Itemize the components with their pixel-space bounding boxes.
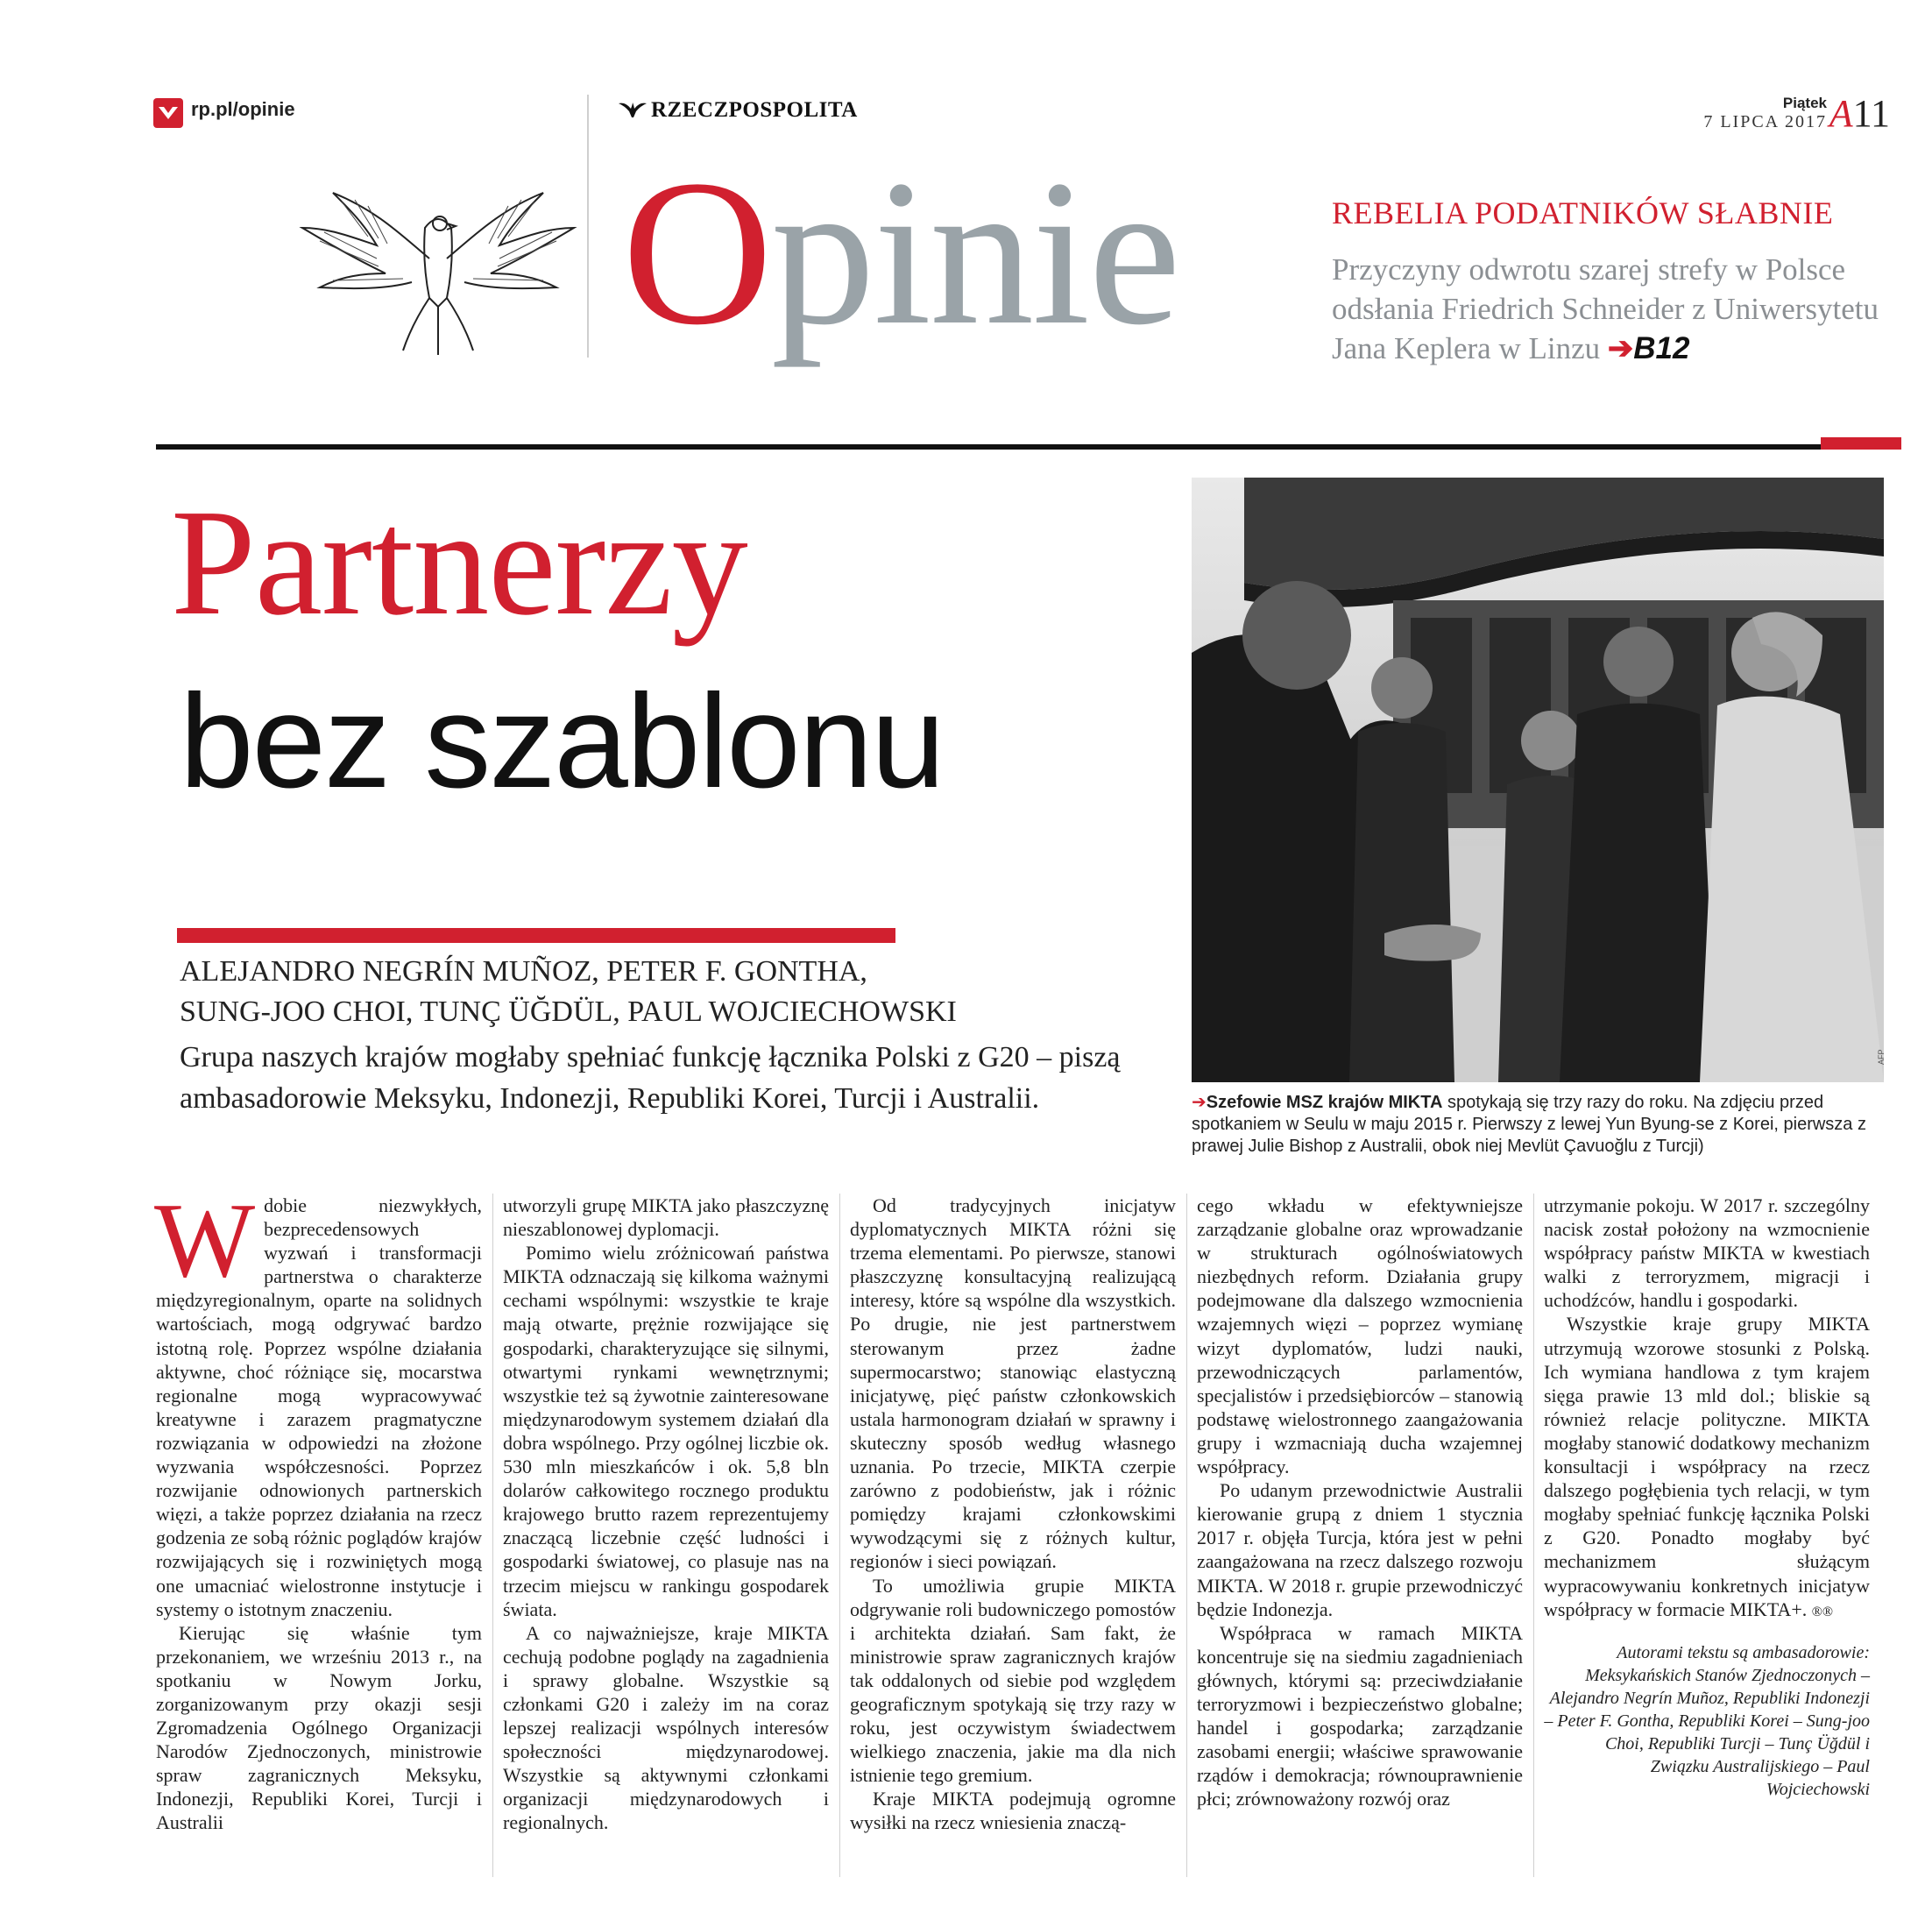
section-rule-accent <box>1821 437 1901 450</box>
column-3-paragraph-3: Kraje MIKTA podejmują ogromne wysiłki na rzecz wniesienia znaczą- <box>850 1788 1176 1834</box>
page-number <box>1829 91 1890 136</box>
teaser-body-text: Przyczyny odwrotu szarej strefy w Polsce odsłania Friedrich Schneider z Uniwersytetu Jana Keplera w Linzu <box>1332 252 1879 365</box>
teaser-headline[interactable]: REBELIA PODATNIKÓW SŁABNIE <box>1332 195 1834 230</box>
column-4-paragraph-2: Po udanym przewodnictwie Australii kierowanie grupą z dniem 1 stycznia 2017 r. objęła Turcja, która jest w pełni zaangażowana na rzecz dalszego rozwoju MIKTA. W 2018 r. grupie przewodniczyć będzie Indonezja. <box>1197 1479 1523 1620</box>
article-authors <box>180 952 1143 1032</box>
issue-day: Piątek <box>1782 95 1827 111</box>
caption-bold: Szefowie MSZ krajów MIKTA <box>1206 1093 1443 1112</box>
section-title <box>622 138 1179 368</box>
logo-badge-icon[interactable] <box>153 98 183 128</box>
teaser-text[interactable] <box>1332 250 1893 368</box>
issue-date-full: 7 LIPCA 2017 <box>1703 112 1827 131</box>
column-3-paragraph-2: To umożliwia grupie MIKTA odgrywanie roli budowniczego pomostów i architekta działań. Sam fakt, że ministrowie spraw zagranicznych krajów tak oddalonych od siebie pod względem geograficznym spotykają się trzy razy w roku, jest oczywistym świadectwem wielkiego znaczenia, jakie ma dla nich istnienie tego gremium. <box>850 1574 1176 1787</box>
page-digits: 11 <box>1852 92 1890 135</box>
column-5-paragraph-2-text: Wszystkie kraje grupy MIKTA utrzymują wzorowe stosunki z Polską. Ich wymiana handlowa z tym krajem sięga prawie 13 mld dol.; bliskie są również relacje polityczne. MIKTA mogłaby stanowić dodatkowy mechanizm konsultacji i współpracy na rzecz dalszego pogłębienia tych relacji, w tym mogłaby spełniać funkcję łącznika Polski z G20. Ponadto mogłaby być mechanizmem służącym wypracowywaniu konkretnych inicjatyw współpracy w formacie MIKTA+. <box>1544 1313 1870 1620</box>
column-divider <box>1533 1194 1534 1877</box>
eagle-emblem-icon <box>280 175 596 364</box>
authors-accent-bar <box>177 928 895 943</box>
masthead-eagle-icon <box>618 100 648 117</box>
column-2-paragraph-2: Pomimo wielu zróżnicowań państwa MIKTA odznaczają się kilkoma ważnymi cechami wspólnymi: wszystkie te kraje mają otwarte, prężnie rozwijające się gospodarki, charakteryzujące się silnymi, otwartymi rynkami wewnętrznymi; wszystkie też są żywotnie zainteresowane międzynarodowym systemem działań dla dobra wspólnego. Przy ogólnej liczbie ok. 530 mln mieszkańców i ok. 5,8 bln dolarów całkowitego rocznego produktu krajowego brutto razem reprezentujemy znaczącą liczebnie część ludności i gospodarki światowej, co plasuje nas na trzecim miejscu w rankingu gospodarek świata. <box>503 1242 829 1620</box>
column-3-paragraph-1: Od tradycyjnych inicjatyw dyplomatycznych MIKTA różni się trzema elementami. Po pierwsze, stanowi płaszczyznę konsultacyjną realizującą interesy, które są wspólne dla wszystkich. Po drugie, nie jest partnerstwem sterowanym przez żadne supermocarstwo; stanowiąc elastyczną inicjatywę, pięć państw członkowskich ustala harmonogram działań w sprawny i skuteczny sposób według własnego uznania. Po trzecie, MIKTA czerpie zarówno z podobieństw, jak i różnic pomiędzy krajami członkowskimi wywodzącymi się z różnych kultur, regionów i sieci powiązań. <box>850 1194 1176 1573</box>
photo-credit: AFP <box>1877 1049 1886 1065</box>
caption-text: spotykają się trzy razy do roku. Na zdjęciu przed spotkaniem w Seulu w maju 2015 r. Pierwszy z lewej Yun Byung-se z Korei, pierwsza z prawej Julie Bishop z Australii, obok niej Mevlüt Çavuoğlu z Turcji) <box>1192 1093 1866 1156</box>
issue-date <box>1703 95 1827 132</box>
column-divider <box>1186 1194 1187 1877</box>
column-1-paragraph-1-text: dobie niezwykłych, bezprecedensowych wyzwań i transformacji partnerstwa o charakterze międzyregionalnym, oparte na solidnych wartościach, mogą odgrywać bardzo istotną rolę. Poprzez wspólne działania aktywne, choć różniące się, mocarstwa regionalne mogą wypracowywać kreatywne i zarazem pragmatyczne rozwiązania w odpowiedzi na złożone wyzwania współczesności. Poprzez rozwijanie odnowionych partnerskich więzi, a także poprzez działania na rzecz godzenia ze sobą różnic poglądów krajów rozwijających się i rozwiniętych mogą one umacniać wielostronne instytucje i systemy o istotnym znaczeniu. <box>156 1194 482 1620</box>
column-1-paragraph-1 <box>154 1181 482 1621</box>
masthead-title: RZECZPOSPOLITA <box>651 98 858 122</box>
body-column-2 <box>503 1194 829 1835</box>
article-photo <box>1192 478 1884 1082</box>
body-column-5 <box>1544 1194 1870 1801</box>
column-5-paragraph-1: utrzymanie pokoju. W 2017 r. szczególny nacisk został położony na wzmocnienie współpracy państw MIKTA w kwestiach walki z terroryzmem, migracji i uchodźców, handlu i gospodarki. <box>1544 1194 1870 1312</box>
authors-line-2: SUNG-JOO CHOI, TUNÇ ÜĞDÜL, PAUL WOJCIECHOWSKI <box>180 995 957 1028</box>
caption-arrow-icon: ➔ <box>1192 1093 1207 1112</box>
teaser-page-ref[interactable] <box>1608 331 1690 365</box>
article-lead: Grupa naszych krajów mogłaby spełniać funkcję łącznika Polski z G20 – piszą ambasadorowie Meksyku, Indonezji, Republiki Korei, Turcji i Australii. <box>180 1041 1121 1115</box>
column-divider <box>492 1194 493 1877</box>
site-url-link[interactable]: rp.pl/opinie <box>191 98 295 120</box>
body-column-3 <box>850 1194 1176 1835</box>
teaser-page-ref-label: B12 <box>1633 331 1690 365</box>
section-title-rest: pinie <box>770 138 1179 368</box>
section-rule <box>156 444 1821 450</box>
column-2-paragraph-1: utworzyli grupę MIKTA jako płaszczyznę nieszablonowej dyplomacji. <box>503 1194 829 1241</box>
column-divider <box>839 1194 840 1877</box>
photo-caption <box>1192 1092 1893 1158</box>
dropcap: W <box>154 1181 256 1300</box>
body-column-1 <box>154 1181 482 1835</box>
page-letter: A <box>1829 92 1853 135</box>
column-4-paragraph-3: Współpraca w ramach MIKTA koncentruje się na siedmiu zagadnieniach głównych, którymi są: przeciwdziałanie terroryzmowi i bezpieczeństwo globalne; handel i gospodarka; zarządzanie zasobami energii; właściwe sprawowanie rządów i demokracja; równouprawnienie płci; zrównoważony rozwój oraz <box>1197 1621 1523 1810</box>
section-title-initial: O <box>622 138 771 368</box>
author-note: Autorami tekstu są ambasadorowie: Meksykańskich Stanów Zjednoczonych – Alejandro Negrín Muñoz, Republiki Indonezji – Peter F. Gontha, Republiki Korei – Sung-joo Choi, Republiki Turcji – Tunç Üğdül i Związku Australijskiego – Paul Wojciechowski <box>1544 1642 1870 1799</box>
column-1-paragraph-2: Kierując się właśnie tym przekonaniem, we wrześniu 2013 r., na spotkaniu w Nowym Jorku, zorganizowanym przy okazji sesji Zgromadzenia Ogólnego Organizacji Narodów Zjednoczonych, ministrowie spraw zagranicznych Meksyku, Indonezji, Republiki Korei, Turcji i Australii <box>156 1621 482 1834</box>
body-column-4 <box>1197 1194 1523 1810</box>
end-mark-icon: ®® <box>1811 1604 1834 1619</box>
article-headline-line1: Partnerzy <box>171 478 747 647</box>
masthead <box>618 98 858 123</box>
column-5-paragraph-2 <box>1544 1312 1870 1623</box>
column-2-paragraph-3: A co najważniejsze, kraje MIKTA cechują podobne poglądy na zagadnienia i sprawy globalne. Wszystkie są członkami G20 i zależy im na coraz lepszej realizacji wspólnych interesów społeczności międzynarodowej. Wszystkie są aktywnymi członkami organizacji międzynarodowych i regionalnych. <box>503 1621 829 1834</box>
page-arrow-icon: ➔ <box>1607 331 1634 365</box>
article-headline-line2: bez szablonu <box>180 667 944 816</box>
column-4-paragraph-1: cego wkładu w efektywniejsze zarządzanie globalne oraz wprowadzanie w strukturach ogólnoświatowych niezbędnych reform. Działania grupy podejmowane dla dalszego wzmocnienia wzajemnych więzi – poprzez wymianę wizyt dyplomatów, ludzi nauki, przewodniczących parlamentów, specjalistów i przedsiębiorców – stanowią podstawę wielostronnego zaangażowania grupy i wzmacniają ducha wzajemnej współpracy. <box>1197 1194 1523 1478</box>
authors-line-1: ALEJANDRO NEGRÍN MUÑOZ, PETER F. GONTHA, <box>180 955 867 988</box>
